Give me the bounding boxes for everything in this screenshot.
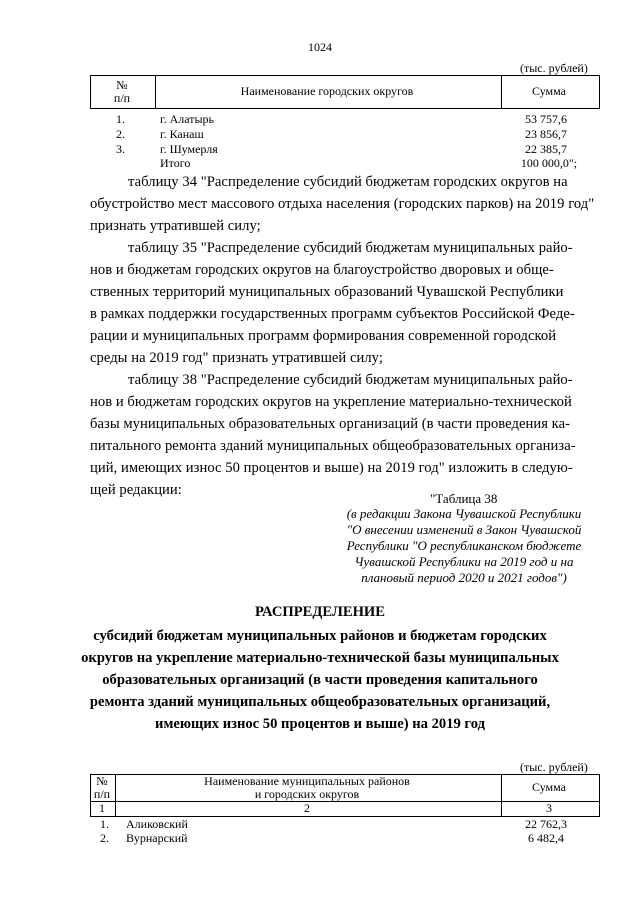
document-heading: РАСПРЕДЕЛЕНИЕ bbox=[254, 604, 386, 620]
table2-col-number: 2 bbox=[304, 801, 310, 815]
table1-unit: (тыс. рублей) bbox=[520, 61, 588, 75]
subheading-line: образовательных организаций (в части проведения капитального bbox=[102, 672, 538, 688]
table1-row-sum: 53 757,6 bbox=[525, 112, 567, 126]
table2-header-sum: Сумма bbox=[532, 780, 566, 794]
subheading-line: округов на укрепление материально-технической базы муниципальных bbox=[81, 650, 559, 666]
paragraph-line: нов и бюджетам городских округов на благоустройство дворовых и обще- bbox=[90, 262, 554, 278]
table2-unit: (тыс. рублей) bbox=[520, 760, 588, 774]
paragraph-line: таблицу 35 "Распределение субсидий бюджетам муниципальных райо- bbox=[128, 240, 573, 256]
table1-row-sum: 23 856,7 bbox=[525, 127, 567, 141]
table2-row-name: Аликовский bbox=[126, 817, 188, 831]
page-number: 1024 bbox=[308, 40, 332, 54]
table1-total-sum: 100 000,0"; bbox=[520, 156, 578, 170]
subheading-line: субсидий бюджетам муниципальных районов и бюджетам городских bbox=[93, 628, 547, 644]
note-line: (в редакции Закона Чувашской Республики bbox=[346, 506, 582, 521]
table1-row-name: г. Шумерля bbox=[160, 142, 218, 156]
note-line: плановый период 2020 и 2021 годов") bbox=[361, 570, 567, 585]
note-line: Республики "О республиканском бюджете bbox=[346, 538, 582, 553]
table1-row-num: 2. bbox=[116, 127, 125, 141]
table2-row-name: Вурнарский bbox=[126, 831, 188, 845]
table1-row-name: г. Канаш bbox=[160, 127, 204, 141]
table2-row-num: 1. bbox=[100, 817, 109, 831]
paragraph-line: нов и бюджетам городских округов на укрепление материально-технической bbox=[90, 394, 572, 410]
subheading-line: имеющих износ 50 процентов и выше) на 2019 год bbox=[155, 716, 485, 732]
table1-header-num: № п/п bbox=[113, 78, 131, 105]
paragraph-line: в рамках поддержки государственных программ субъектов Российской Феде- bbox=[90, 306, 575, 322]
paragraph-line: признать утратившей силу; bbox=[90, 218, 261, 234]
paragraph-line: обустройство мест массового отдыха населения (городских парков) на 2019 год" bbox=[90, 196, 595, 212]
table2-header-num: № п/п bbox=[93, 774, 111, 801]
paragraph-line: рации и муниципальных программ формирования современной городской bbox=[90, 328, 557, 344]
paragraph-line: щей редакции: bbox=[90, 482, 182, 498]
table1-header-sum: Сумма bbox=[532, 84, 566, 98]
table-label: "Таблица 38 bbox=[430, 491, 498, 506]
amendment-note bbox=[330, 506, 598, 586]
paragraph-line: базы муниципальных образовательных организаций (в части проведения ка- bbox=[90, 416, 571, 432]
table2-col-number: 1 bbox=[99, 801, 105, 815]
table2-header-name: Наименование муниципальных районов и городских округов bbox=[204, 774, 410, 801]
table1-row-num: 3. bbox=[116, 142, 125, 156]
paragraph-line: таблицу 38 "Распределение субсидий бюджетам муниципальных райо- bbox=[128, 372, 573, 388]
table2-row-num: 2. bbox=[100, 831, 109, 845]
subheading-line: ремонта зданий муниципальных общеобразовательных организаций, bbox=[89, 694, 551, 710]
paragraph-line: ций, имеющих износ 50 процентов и выше) на 2019 год" изложить в следую- bbox=[90, 460, 573, 476]
note-line: Чувашской Республики на 2019 год и на bbox=[354, 554, 574, 569]
paragraph-line: таблицу 34 "Распределение субсидий бюджетам городских округов на bbox=[128, 174, 568, 190]
paragraph-line: питального ремонта зданий муниципальных общеобразовательных организа- bbox=[90, 438, 576, 454]
paragraph-line: ственных территорий муниципальных образований Чувашской Республики bbox=[90, 284, 564, 300]
table1-row-sum: 22 385,7 bbox=[525, 142, 567, 156]
table2-row-sum: 22 762,3 bbox=[525, 817, 567, 831]
table1-total-label: Итого bbox=[160, 156, 191, 170]
note-line: "О внесении изменений в Закон Чувашской bbox=[346, 522, 582, 537]
table2-col-number: 3 bbox=[546, 801, 552, 815]
table1-row-num: 1. bbox=[116, 112, 125, 126]
paragraph-line: среды на 2019 год" признать утратившей силу; bbox=[90, 350, 383, 366]
table1-row-name: г. Алатырь bbox=[160, 112, 215, 126]
table1-header-name: Наименование городских округов bbox=[240, 84, 414, 98]
table2-row-sum: 6 482,4 bbox=[528, 831, 564, 845]
